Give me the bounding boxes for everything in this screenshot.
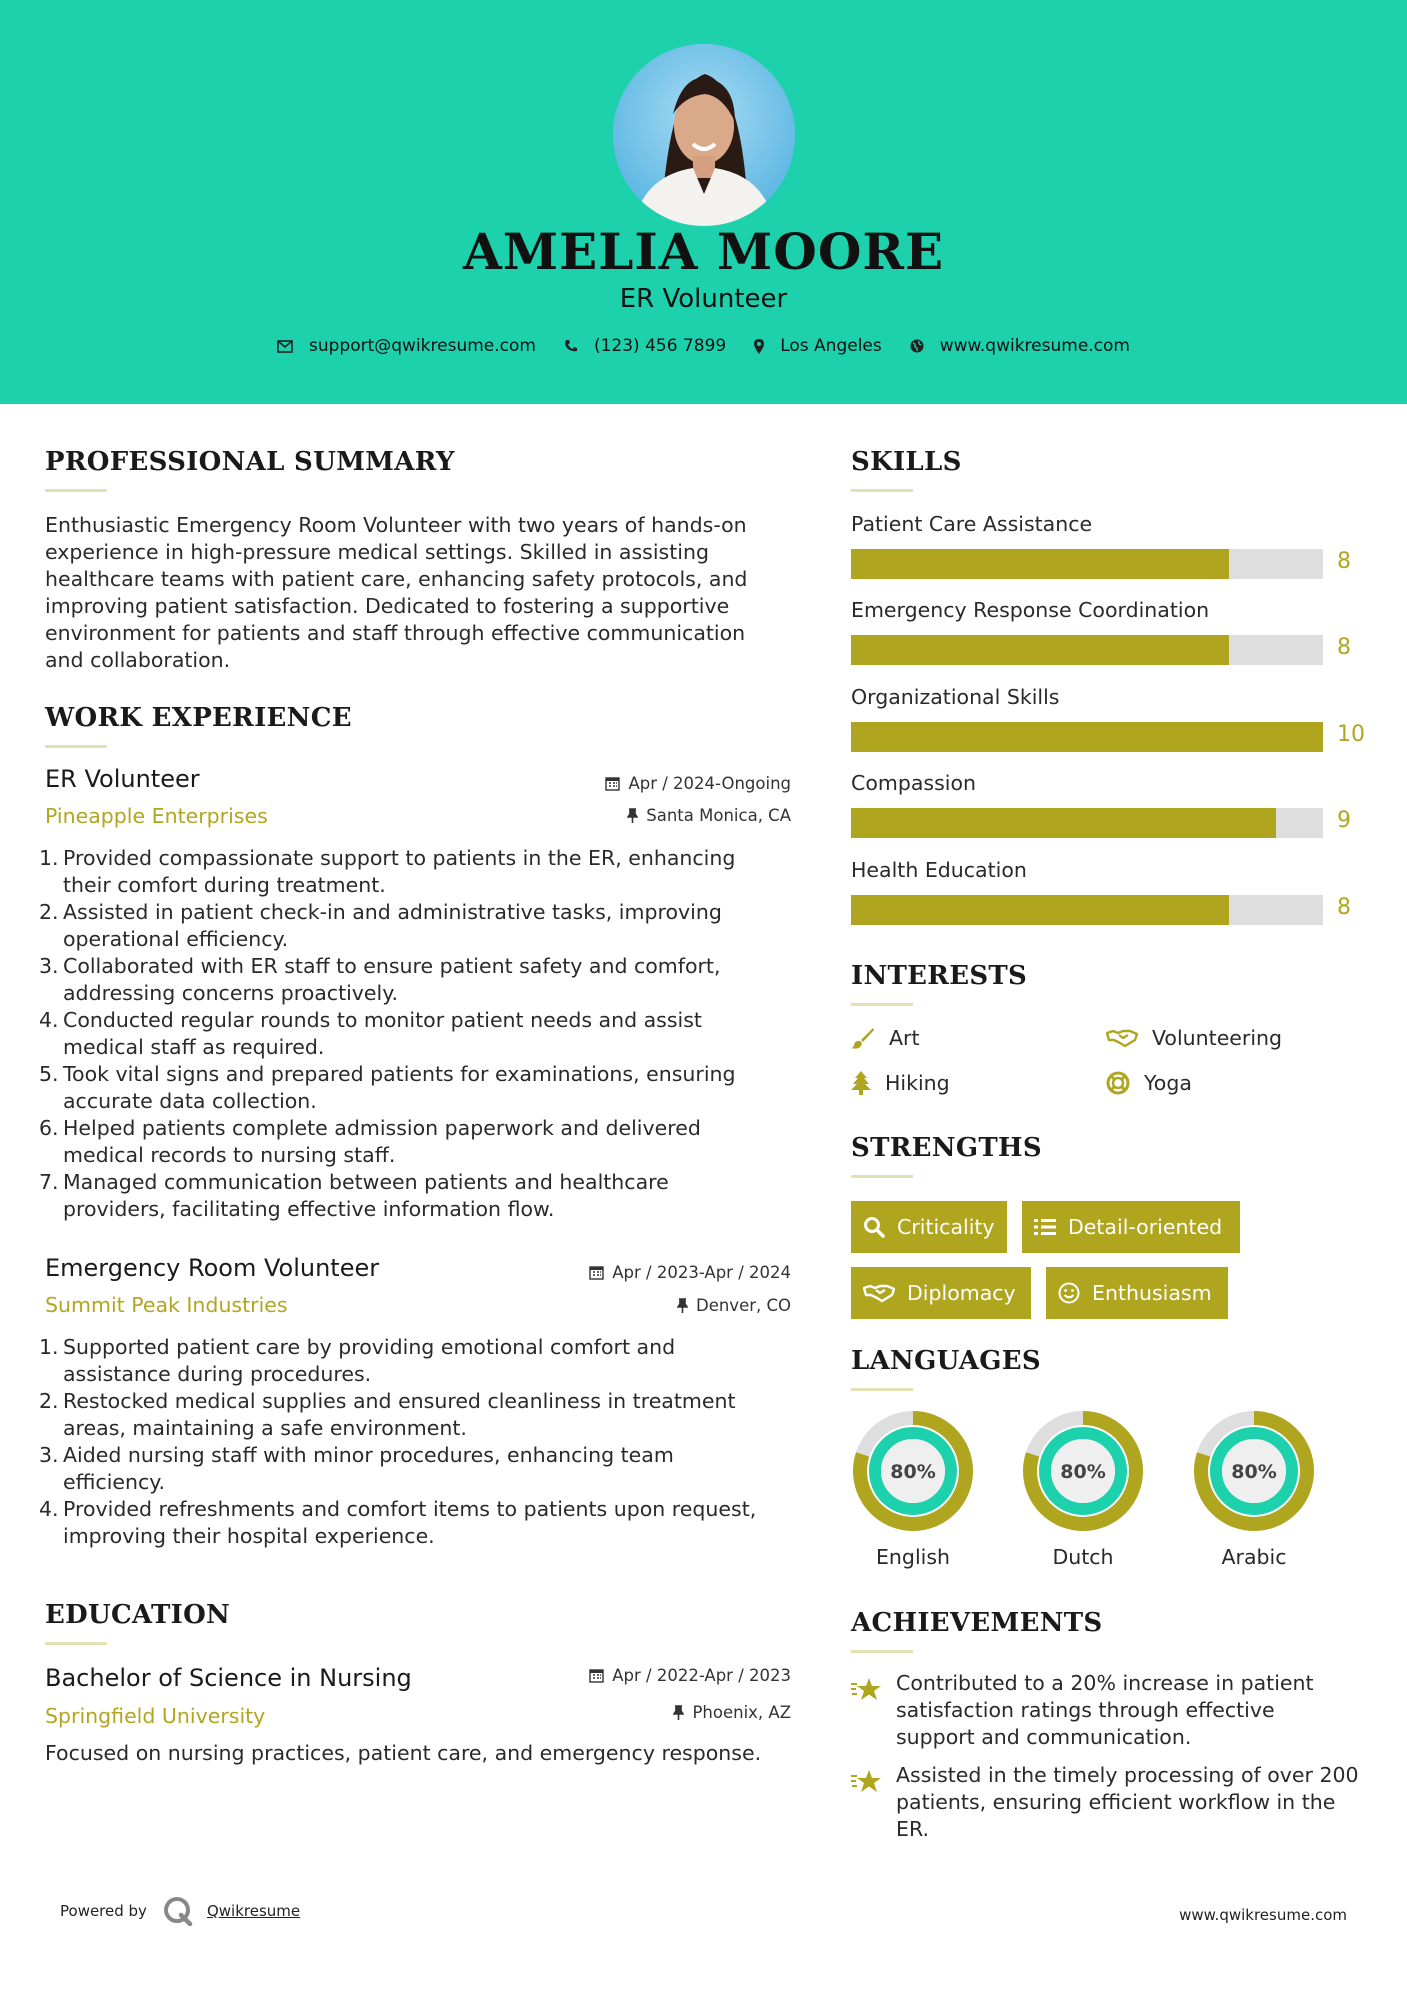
calendar-icon — [605, 776, 620, 791]
skill-bar — [851, 722, 1323, 752]
achievement-line: satisfaction ratings through effective — [896, 1698, 1275, 1722]
strength-label: Diplomacy — [907, 1281, 1016, 1305]
job-location — [677, 1296, 791, 1315]
interest-label: Yoga — [1144, 1071, 1192, 1095]
skills-underline — [851, 489, 913, 492]
languages-underline — [851, 1388, 913, 1391]
list-item — [39, 1169, 785, 1223]
contact-phone[interactable] — [564, 336, 726, 356]
list-item — [39, 1061, 785, 1115]
summary-line: and collaboration. — [45, 648, 231, 672]
achievement-item — [896, 1670, 1314, 1751]
bullet-line: Took vital signs and prepared patients for examinations, ensuring — [63, 1062, 736, 1086]
job-location-text: Denver, CO — [695, 1296, 791, 1315]
paintbrush-icon — [851, 1027, 875, 1049]
bullet-line: improving their hospital experience. — [63, 1524, 435, 1548]
bullet-line: Supported patient care by providing emotional comfort and — [63, 1335, 676, 1359]
strength-label: Enthusiasm — [1092, 1281, 1212, 1305]
strength-chip-diplomacy — [851, 1267, 1031, 1319]
job-company: Pineapple Enterprises — [45, 804, 268, 828]
strength-chip-enthusiasm — [1046, 1267, 1228, 1319]
header-banner — [0, 0, 1407, 404]
star-icon — [851, 1676, 883, 1704]
skill-bar-fill — [851, 895, 1229, 925]
bullet-line: Provided refreshments and comfort items to patients upon request, — [63, 1497, 757, 1521]
interest-label: Hiking — [885, 1071, 950, 1095]
location-text: Los Angeles — [780, 336, 882, 356]
job-company: Summit Peak Industries — [45, 1293, 288, 1317]
job-title: Emergency Room Volunteer — [45, 1254, 380, 1282]
bullet-line: efficiency. — [63, 1470, 165, 1494]
handshake-icon — [863, 1283, 895, 1303]
summary-text — [45, 512, 747, 674]
pushpin-icon — [627, 808, 638, 823]
education-location — [673, 1703, 791, 1722]
list-item — [39, 899, 785, 953]
strength-chip-detail-oriented — [1022, 1201, 1240, 1253]
skill-bar — [851, 635, 1323, 665]
candidate-title: ER Volunteer — [619, 284, 788, 314]
job-dates-text: Apr / 2023-Apr / 2024 — [612, 1263, 791, 1282]
job-title: ER Volunteer — [45, 765, 200, 793]
job-dates — [589, 1263, 791, 1282]
brand-link[interactable]: Qwikresume — [206, 1902, 301, 1920]
skill-value: 8 — [1337, 549, 1351, 574]
achievement-line: support and communication. — [896, 1725, 1192, 1749]
skill-value: 8 — [1337, 635, 1351, 660]
bullet-line: accurate data collection. — [63, 1089, 317, 1113]
language-name: Arabic — [1221, 1545, 1287, 1569]
list-item — [39, 953, 785, 1007]
contact-bar — [0, 336, 1407, 356]
summary-line: environment for patients and staff through effective communication — [45, 621, 746, 645]
phone-text: (123) 456 7899 — [593, 336, 727, 356]
strength-label: Criticality — [897, 1215, 995, 1239]
bullet-number: 7. — [39, 1170, 59, 1194]
bullet-number: 2. — [39, 1389, 59, 1413]
job-dates — [605, 774, 791, 793]
list-item — [39, 1007, 785, 1061]
education-heading: EDUCATION — [45, 1600, 231, 1630]
skill-value: 10 — [1337, 722, 1365, 747]
handshake-icon — [1106, 1028, 1138, 1048]
calendar-icon — [589, 1265, 604, 1280]
lifering-icon — [1106, 1071, 1130, 1095]
strengths-underline — [851, 1175, 913, 1178]
summary-line: Enthusiastic Emergency Room Volunteer with two years of hands-on — [45, 513, 747, 537]
education-location-text: Phoenix, AZ — [692, 1703, 791, 1722]
phone-icon — [564, 339, 578, 353]
interest-hiking — [851, 1071, 950, 1095]
contact-location — [754, 336, 882, 356]
list-item — [39, 845, 785, 899]
education-dates-text: Apr / 2022-Apr / 2023 — [612, 1666, 791, 1685]
achievement-line: Assisted in the timely processing of over 200 — [896, 1763, 1359, 1787]
bullet-line: assistance during procedures. — [63, 1362, 372, 1386]
bullet-number: 5. — [39, 1062, 59, 1086]
skill-value: 8 — [1337, 895, 1351, 920]
bullet-number: 6. — [39, 1116, 59, 1140]
tree-icon — [851, 1071, 871, 1095]
bullet-number: 2. — [39, 900, 59, 924]
achievement-line: ER. — [896, 1817, 929, 1841]
list-item — [39, 1388, 785, 1442]
bullet-line: areas, maintaining a safe environment. — [63, 1416, 467, 1440]
pushpin-icon — [677, 1298, 688, 1313]
skill-bar — [851, 808, 1323, 838]
strength-label: Detail-oriented — [1068, 1215, 1223, 1239]
bullet-number: 1. — [39, 846, 59, 870]
school-name: Springfield University — [45, 1704, 266, 1728]
footer-powered-by — [60, 1896, 300, 1926]
bullet-line: medical staff as required. — [63, 1035, 325, 1059]
interests-underline — [851, 1003, 913, 1006]
skill-bar-fill — [851, 808, 1276, 838]
achievement-line: Contributed to a 20% increase in patient — [896, 1671, 1314, 1695]
calendar-icon — [589, 1668, 604, 1683]
summary-line: experience in high-pressure medical settings. Skilled in assisting — [45, 540, 709, 564]
skill-label: Patient Care Assistance — [851, 512, 1093, 536]
candidate-name: AMELIA MOORE — [462, 222, 945, 281]
qwikresume-logo-icon — [163, 1896, 193, 1926]
profile-photo — [613, 44, 795, 226]
pushpin-icon — [673, 1705, 684, 1720]
skill-bar — [851, 895, 1323, 925]
summary-line: improving patient satisfaction. Dedicated to fostering a supportive — [45, 594, 730, 618]
search-icon — [863, 1216, 885, 1238]
interests-heading: INTERESTS — [851, 961, 1028, 991]
list-item — [39, 1334, 785, 1388]
email-text: support@qwikresume.com — [309, 336, 536, 356]
skill-bar-fill — [851, 722, 1323, 752]
languages-heading: LANGUAGES — [851, 1346, 1041, 1376]
bullet-line: addressing concerns proactively. — [63, 981, 398, 1005]
bullet-line: Collaborated with ER staff to ensure patient safety and comfort, — [63, 954, 721, 978]
bullet-line: their comfort during treatment. — [63, 873, 386, 897]
bullet-number: 3. — [39, 1443, 59, 1467]
skill-bar-fill — [851, 635, 1229, 665]
contact-website[interactable] — [910, 336, 1130, 356]
language-name: English — [875, 1545, 951, 1569]
degree-title: Bachelor of Science in Nursing — [45, 1664, 412, 1692]
skill-label: Health Education — [851, 858, 1027, 882]
globe-icon — [910, 339, 924, 353]
bullet-line: operational efficiency. — [63, 927, 289, 951]
strengths-heading: STRENGTHS — [851, 1133, 1042, 1163]
bullet-line: Provided compassionate support to patients in the ER, enhancing — [63, 846, 736, 870]
interest-yoga — [1106, 1071, 1192, 1095]
powered-by-text: Powered by — [60, 1902, 147, 1920]
job-bullets — [39, 1334, 785, 1550]
skill-bar-fill — [851, 549, 1229, 579]
education-description: Focused on nursing practices, patient care, and emergency response. — [45, 1741, 762, 1765]
bullet-line: Assisted in patient check-in and administrative tasks, improving — [63, 900, 722, 924]
contact-email[interactable] — [277, 336, 536, 356]
education-underline — [45, 1642, 107, 1645]
list-item — [39, 1496, 785, 1550]
skills-heading: SKILLS — [851, 447, 962, 477]
interest-label: Volunteering — [1152, 1026, 1283, 1050]
smile-icon — [1058, 1282, 1080, 1304]
envelope-icon — [277, 340, 293, 353]
job-bullets — [39, 845, 785, 1223]
map-pin-icon — [754, 339, 764, 354]
job-location — [627, 806, 791, 825]
skill-label: Emergency Response Coordination — [851, 598, 1210, 622]
footer-website[interactable]: www.qwikresume.com — [1179, 1906, 1347, 1924]
bullet-line: Restocked medical supplies and ensured cleanliness in treatment — [63, 1389, 736, 1413]
job-dates-text: Apr / 2024-Ongoing — [628, 774, 791, 793]
achievements-heading: ACHIEVEMENTS — [851, 1608, 1103, 1638]
language-percent: 80% — [890, 1461, 936, 1483]
bullet-number: 3. — [39, 954, 59, 978]
website-text: www.qwikresume.com — [939, 336, 1130, 356]
language-ring — [1192, 1409, 1316, 1537]
bullet-line: providers, facilitating effective information flow. — [63, 1197, 555, 1221]
star-icon — [851, 1768, 883, 1796]
list-item — [39, 1115, 785, 1169]
bullet-number: 4. — [39, 1008, 59, 1032]
list-icon — [1034, 1218, 1056, 1236]
achievement-line: patients, ensuring efficient workflow in the — [896, 1790, 1336, 1814]
education-dates — [589, 1666, 791, 1685]
experience-underline — [45, 745, 107, 748]
language-ring — [1021, 1409, 1145, 1537]
bullet-number: 1. — [39, 1335, 59, 1359]
list-item — [39, 1442, 785, 1496]
language-ring — [851, 1409, 975, 1537]
bullet-line: Aided nursing staff with minor procedures, enhancing team — [63, 1443, 674, 1467]
language-name: Dutch — [1052, 1545, 1114, 1569]
achievement-item — [896, 1762, 1359, 1843]
interest-volunteering — [1106, 1026, 1282, 1050]
bullet-number: 4. — [39, 1497, 59, 1521]
bullet-line: Managed communication between patients and healthcare — [63, 1170, 669, 1194]
skill-label: Compassion — [851, 771, 976, 795]
bullet-line: Conducted regular rounds to monitor patient needs and assist — [63, 1008, 702, 1032]
bullet-line: Helped patients complete admission paperwork and delivered — [63, 1116, 701, 1140]
summary-underline — [45, 489, 107, 492]
summary-line: healthcare teams with patient care, enhancing safety protocols, and — [45, 567, 748, 591]
summary-heading: PROFESSIONAL SUMMARY — [45, 447, 455, 477]
skill-label: Organizational Skills — [851, 685, 1060, 709]
strength-chip-criticality — [851, 1201, 1007, 1253]
interest-art — [851, 1026, 920, 1050]
language-percent: 80% — [1231, 1461, 1277, 1483]
achievements-underline — [851, 1650, 913, 1653]
experience-heading: WORK EXPERIENCE — [45, 703, 352, 733]
skill-value: 9 — [1337, 808, 1351, 833]
interest-label: Art — [889, 1026, 920, 1050]
skill-bar — [851, 549, 1323, 579]
language-percent: 80% — [1060, 1461, 1106, 1483]
bullet-line: medical records to nursing staff. — [63, 1143, 396, 1167]
job-location-text: Santa Monica, CA — [646, 806, 791, 825]
